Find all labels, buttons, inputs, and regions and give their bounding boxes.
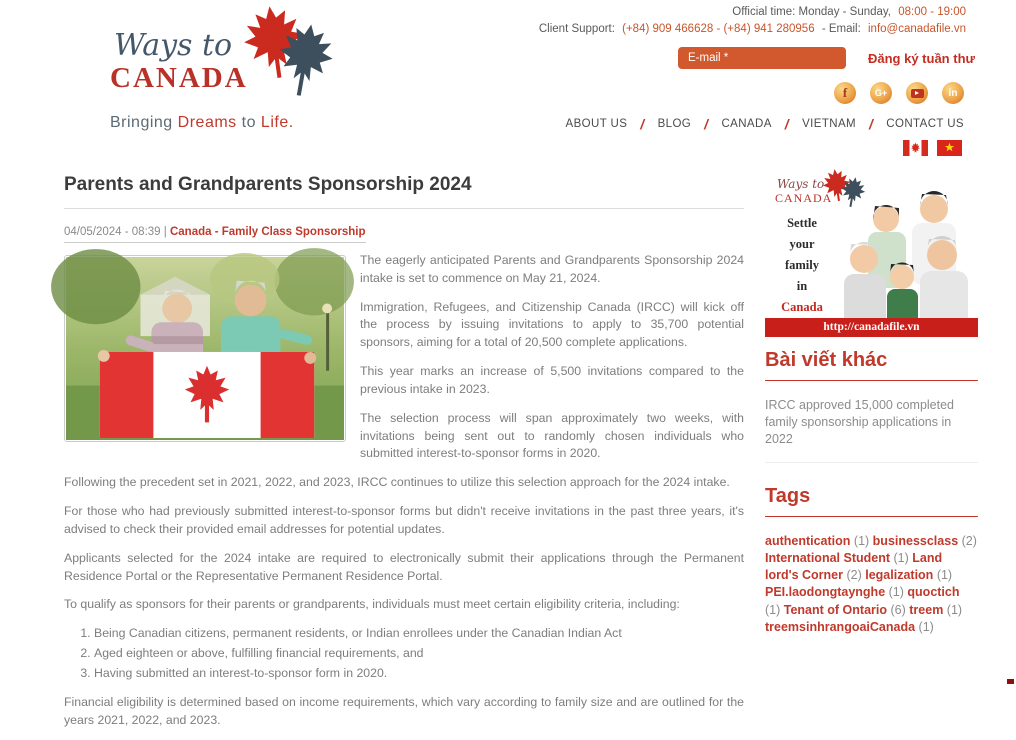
- linkedin-icon[interactable]: in: [942, 82, 964, 104]
- tag-international-student[interactable]: International Student: [765, 550, 890, 565]
- tag-legalization[interactable]: legalization: [865, 568, 934, 583]
- tag-count: (1): [946, 602, 963, 617]
- tag-count: (1): [765, 602, 781, 617]
- banner-logo-script: Ways to: [777, 177, 825, 191]
- slogan-word: Canada: [781, 300, 823, 314]
- logo-name-text: CANADA: [110, 62, 248, 94]
- list-item: 2. Aged eighteen or above, fulfilling financial requirements, and: [94, 645, 744, 663]
- paragraph: The eagerly anticipated Parents and Grandparents Sponsorship 2024 intake is set to commence on May 21, 2024.: [360, 253, 744, 285]
- nav-canada[interactable]: CANADA: [721, 118, 772, 130]
- article-date: 04/05/2024 - 08:39: [64, 226, 161, 238]
- slogan-word: Settle: [787, 216, 817, 230]
- banner-family-photo: [830, 181, 978, 331]
- paragraph: For those who had previously submitted interest-to-sponsor forms but didn't receive invitations in the past three years, it's advised to check their provided email addresses for potential updates.: [64, 504, 744, 536]
- support-phones[interactable]: (+84) 909 466628 - (+84) 941 280956: [622, 23, 815, 35]
- nav-vietnam[interactable]: VIETNAM: [802, 118, 856, 130]
- nav-blog[interactable]: BLOG: [657, 118, 692, 130]
- official-time-label: Official time: Monday - Sunday,: [732, 6, 892, 18]
- newsletter-subscribe: [678, 47, 975, 69]
- nav-separator: /: [704, 116, 709, 132]
- tagline-word: Bringing: [110, 114, 173, 131]
- tag-treem[interactable]: treem: [909, 602, 944, 617]
- paragraph: The selection process will span approximately two weeks, with invitations being sent out to randomly chosen individuals who submitted interest-to-sponsor forms in 2020.: [360, 410, 744, 461]
- eligibility-list: [94, 625, 744, 682]
- logo-script-text: Ways to: [114, 28, 233, 63]
- tag-count: (1): [888, 585, 904, 600]
- email-label: - Email:: [821, 23, 861, 35]
- other-post-link[interactable]: IRCC approved 15,000 completed family sponsorship applications in 2022: [765, 397, 978, 463]
- tagline-word: Life.: [260, 114, 294, 131]
- article-body: [64, 252, 744, 729]
- tags-heading: Tags: [765, 484, 811, 507]
- nav-about-us[interactable]: ABOUT US: [565, 118, 628, 130]
- nav-contact-us[interactable]: CONTACT US: [886, 118, 964, 130]
- paragraph: Financial eligibility is determined based on income requirements, which vary according to family size and are outlined for the years 2021, 2022, and 2023.: [64, 694, 744, 727]
- other-posts-section: [765, 349, 978, 463]
- youtube-play-icon: [911, 89, 924, 98]
- language-switcher: [903, 140, 962, 156]
- paragraph: This year marks an increase of 5,500 invitations compared to the previous intake in 2023.: [360, 364, 744, 396]
- tags-section: [765, 485, 978, 637]
- topbar: [539, 4, 966, 38]
- content: [0, 162, 1016, 740]
- facebook-icon[interactable]: f: [834, 82, 856, 104]
- email-link[interactable]: info@canadafile.vn: [868, 23, 966, 35]
- vietnam-flag-icon[interactable]: [937, 140, 962, 156]
- tags-divider: [765, 516, 978, 517]
- tag-count: (1): [893, 550, 909, 565]
- paragraph: To qualify as sponsors for their parents or grandparents, individuals must meet certain eligibility criteria, including:: [64, 597, 680, 612]
- tags-cloud: [765, 533, 978, 637]
- subscribe-button[interactable]: Đăng ký tuần thư: [868, 50, 975, 66]
- canada-flag-icon[interactable]: [903, 140, 928, 156]
- article-meta: [64, 226, 366, 243]
- site-logo[interactable]: [110, 6, 340, 146]
- elderly-couple-flag-photo: [66, 257, 344, 440]
- client-support-line: [539, 21, 966, 38]
- paragraph: Following the precedent set in 2021, 2022, and 2023, IRCC continues to utilize this selection approach for the 2024 intake.: [64, 475, 730, 490]
- other-posts-divider: [765, 380, 978, 381]
- youtube-icon[interactable]: [906, 82, 928, 104]
- tag-businessclass[interactable]: businessclass: [872, 533, 959, 548]
- tag-count: (2): [961, 533, 977, 548]
- logo-tagline: [110, 114, 294, 132]
- email-input[interactable]: [678, 47, 846, 69]
- banner-url[interactable]: http://canadafile.vn: [765, 318, 978, 337]
- banner-logo-name: CANADA: [775, 191, 833, 205]
- tag-count: (6): [890, 602, 906, 617]
- official-time-line: [539, 4, 966, 21]
- title-divider: [64, 208, 744, 209]
- tag-quoctich[interactable]: quoctich: [907, 585, 960, 600]
- tag-treemsinhrangoai-canada[interactable]: treemsinhrangoaiCanada: [765, 619, 916, 634]
- tag-count: (1): [936, 568, 953, 583]
- other-posts-heading: Bài viết khác: [765, 349, 888, 371]
- tag-count: (2): [846, 568, 862, 583]
- promo-banner[interactable]: [765, 167, 978, 337]
- article: [64, 162, 744, 740]
- banner-slogan: [779, 213, 825, 318]
- list-item: 3. Having submitted an interest-to-sponsor form in 2020.: [94, 665, 744, 683]
- tag-count: (1): [918, 619, 934, 634]
- social-icons: [834, 82, 964, 104]
- header: [0, 0, 1016, 162]
- tag-authentication[interactable]: authentication: [765, 533, 851, 548]
- nav-separator: /: [869, 116, 874, 132]
- tag-pei-laodongtaynghe[interactable]: PEI.laodongtaynghe: [765, 585, 886, 600]
- support-label: Client Support:: [538, 23, 615, 35]
- main-nav: [566, 116, 964, 132]
- official-time-hours: 08:00 - 19:00: [898, 6, 966, 18]
- scroll-top-button[interactable]: [1007, 679, 1014, 684]
- tag-tenant-of-ontario[interactable]: Tenant of Ontario: [783, 602, 888, 617]
- category-link[interactable]: Canada - Family Class Sponsorship: [169, 226, 366, 238]
- slogan-word: your: [789, 237, 815, 251]
- meta-separator: |: [163, 226, 167, 238]
- list-item: 1. Being Canadian citizens, permanent residents, or Indian enrollees under the Canadian Indian Act: [94, 625, 744, 643]
- slogan-word: in: [796, 279, 808, 293]
- nav-separator: /: [784, 116, 790, 132]
- tagline-word: to: [241, 114, 256, 131]
- sidebar: [765, 162, 978, 636]
- paragraph: Applicants selected for the 2024 intake are required to electronically submit their applications through the Permanent Residence Portal or the Representative Permanent Residence Portal.: [64, 550, 744, 583]
- google-plus-icon[interactable]: G+: [870, 82, 892, 104]
- nav-separator: /: [640, 116, 645, 132]
- slogan-word: family: [784, 258, 820, 272]
- article-photo: [64, 255, 346, 442]
- paragraph: Immigration, Refugees, and Citizenship Canada (IRCC) will kick off the process by issuing invitations to apply to 35,700 potential sponsors, aiming for a total of 20,500 complete applications.: [360, 299, 744, 350]
- page-title: Parents and Grandparents Sponsorship 2024: [64, 174, 472, 195]
- tag-land-lords-corner[interactable]: Land lord's Corner: [765, 550, 943, 583]
- tagline-word: Dreams: [177, 114, 237, 131]
- tag-count: (1): [853, 533, 870, 548]
